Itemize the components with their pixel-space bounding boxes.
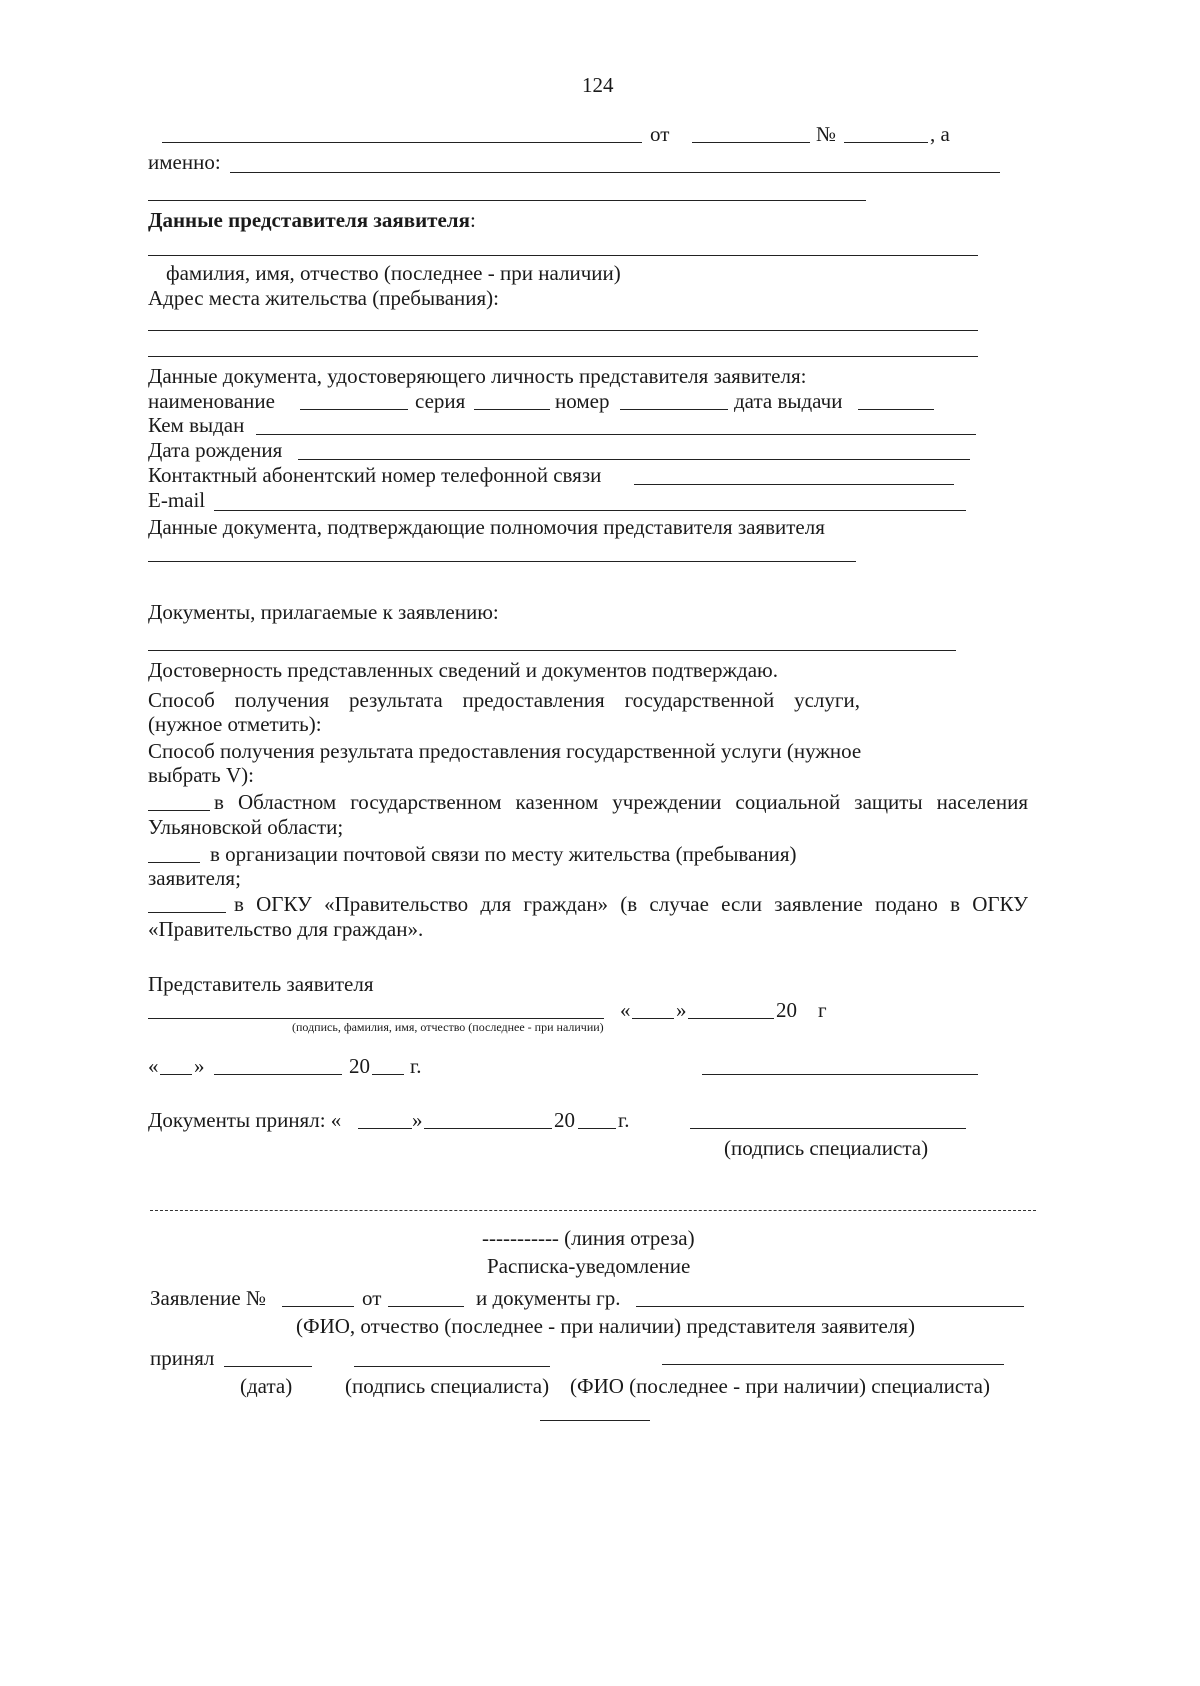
phone-label: Контактный абонентский номер телефонной связи: [148, 463, 602, 487]
doc-series-line[interactable]: [474, 409, 550, 410]
accepted-label: Документы принял: «: [148, 1108, 342, 1132]
date-signature-line[interactable]: [702, 1074, 978, 1075]
doc-number-line[interactable]: [620, 409, 728, 410]
receipt-fio-spec-caption: (ФИО (последнее - при наличии) специалиста): [570, 1374, 990, 1398]
imenno-line-2[interactable]: [148, 200, 866, 201]
rep-heading: Данные представителя заявителя:: [148, 208, 476, 232]
end-rule: [540, 1420, 650, 1421]
receipt-fio-caption: (ФИО, отчество (последнее - при наличии) представителя заявителя): [296, 1314, 916, 1338]
option3-line1: в ОГКУ «Правительство для граждан» (в случае если заявление подано в ОГКУ: [234, 892, 1028, 916]
issued-by-line[interactable]: [256, 434, 976, 435]
receipt-fio-line[interactable]: [636, 1306, 1024, 1307]
birth-date-line[interactable]: [298, 459, 970, 460]
sig-close-quote: »: [676, 998, 687, 1022]
sig-g: г: [818, 998, 827, 1022]
address-line-2[interactable]: [148, 356, 978, 357]
authority-label: Данные документа, подтверждающие полномочия представителя заявителя: [148, 515, 825, 539]
receipt-ot: от: [362, 1286, 382, 1310]
receipt-accepted-date-line[interactable]: [224, 1366, 312, 1367]
doc-number-label: номер: [555, 389, 610, 413]
birth-date-label: Дата рождения: [148, 438, 283, 462]
receipt-title: Расписка-уведомление: [487, 1254, 691, 1278]
date-month-line[interactable]: [214, 1074, 342, 1075]
docs-attached-line[interactable]: [148, 650, 956, 651]
header-ot: от: [650, 122, 670, 146]
receipt-fio-spec-line[interactable]: [662, 1364, 1004, 1365]
rep-signature-line[interactable]: [148, 1018, 604, 1019]
receipt-date-caption: (дата): [240, 1374, 293, 1398]
phone-line[interactable]: [634, 484, 954, 485]
method2-line1: Способ получения результата предоставления государственной услуги (нужное: [148, 739, 862, 763]
doc-issue-date-label: дата выдачи: [734, 389, 843, 413]
email-line[interactable]: [214, 510, 966, 511]
header-date-line[interactable]: [692, 142, 810, 143]
rep-signature-label: Представитель заявителя: [148, 972, 374, 996]
page-number: 124: [582, 73, 614, 97]
address-line-1[interactable]: [148, 330, 978, 331]
method1-line1: Способ получения результата предоставления государственной услуги,: [148, 688, 860, 712]
date-year-line[interactable]: [372, 1074, 404, 1075]
id-doc-label: Данные документа, удостоверяющего личность представителя заявителя:: [148, 364, 807, 388]
method2-line2: выбрать V):: [148, 763, 254, 787]
rep-fio-line[interactable]: [148, 255, 978, 256]
doc-name-label: наименование: [148, 389, 275, 413]
rep-signature-caption: (подпись, фамилия, имя, отчество (последнее - при наличии): [292, 1020, 604, 1034]
issued-by-label: Кем выдан: [148, 413, 245, 437]
receipt-date-line[interactable]: [388, 1306, 464, 1307]
accepted-signature-line[interactable]: [690, 1128, 966, 1129]
sig-year-prefix: 20: [776, 998, 797, 1022]
accepted-year-prefix: 20: [554, 1108, 575, 1132]
authority-line[interactable]: [148, 561, 856, 562]
accepted-year-line[interactable]: [578, 1128, 616, 1129]
header-a: , а: [930, 122, 950, 146]
header-blank-line[interactable]: [162, 142, 642, 143]
imenno-label: именно:: [148, 150, 221, 174]
receipt-statement-no-line[interactable]: [282, 1306, 354, 1307]
date-g: г.: [410, 1054, 422, 1078]
option2-line2: заявителя;: [148, 866, 241, 890]
option1-line1: в Областном государственном казенном учреждении социальной защиты населения: [214, 790, 1028, 814]
address-label: Адрес места жительства (пребывания):: [148, 286, 500, 310]
option1-line2: Ульяновской области;: [148, 815, 344, 839]
sig-month-line[interactable]: [688, 1018, 774, 1019]
receipt-sig-caption: (подпись специалиста): [345, 1374, 550, 1398]
email-label: E-mail: [148, 488, 206, 512]
receipt-docs-gr: и документы гр.: [476, 1286, 621, 1310]
imenno-line[interactable]: [230, 172, 1000, 173]
receipt-accepted: принял: [150, 1346, 215, 1370]
header-number-sign: №: [816, 122, 837, 146]
docs-attached-label: Документы, прилагаемые к заявлению:: [148, 600, 499, 624]
receipt-signature-line[interactable]: [354, 1366, 550, 1367]
cut-line-label: ----------- (линия отреза): [482, 1226, 695, 1250]
date-open-quote: «: [148, 1054, 159, 1078]
option3-line2: «Правительство для граждан».: [148, 917, 424, 941]
accepted-g: г.: [618, 1108, 630, 1132]
cut-dashed-line: [150, 1210, 1036, 1211]
option2-line1: в организации почтовой связи по месту жительства (пребывания): [210, 842, 797, 866]
date-year-prefix: 20: [349, 1054, 370, 1078]
confirm-text: Достоверность представленных сведений и документов подтверждаю.: [148, 658, 778, 682]
date-day-line[interactable]: [160, 1074, 192, 1075]
option3-check-line[interactable]: [148, 912, 226, 913]
method1-line2: (нужное отметить):: [148, 712, 322, 736]
doc-issue-date-line[interactable]: [858, 409, 934, 410]
doc-series-label: серия: [415, 389, 466, 413]
accepted-sig-caption: (подпись специалиста): [724, 1136, 929, 1160]
accepted-month-line[interactable]: [424, 1128, 552, 1129]
header-number-line[interactable]: [844, 142, 928, 143]
sig-open-quote: «: [620, 998, 631, 1022]
sig-day-line[interactable]: [632, 1018, 674, 1019]
accepted-close-quote: »: [412, 1108, 423, 1132]
option1-check-line[interactable]: [148, 810, 210, 811]
doc-name-line[interactable]: [300, 409, 408, 410]
accepted-day-line[interactable]: [358, 1128, 412, 1129]
receipt-statement-no: Заявление №: [150, 1286, 267, 1310]
rep-fio-caption: фамилия, имя, отчество (последнее - при наличии): [166, 261, 621, 285]
date-close-quote: »: [194, 1054, 205, 1078]
option2-check-line[interactable]: [148, 862, 200, 863]
